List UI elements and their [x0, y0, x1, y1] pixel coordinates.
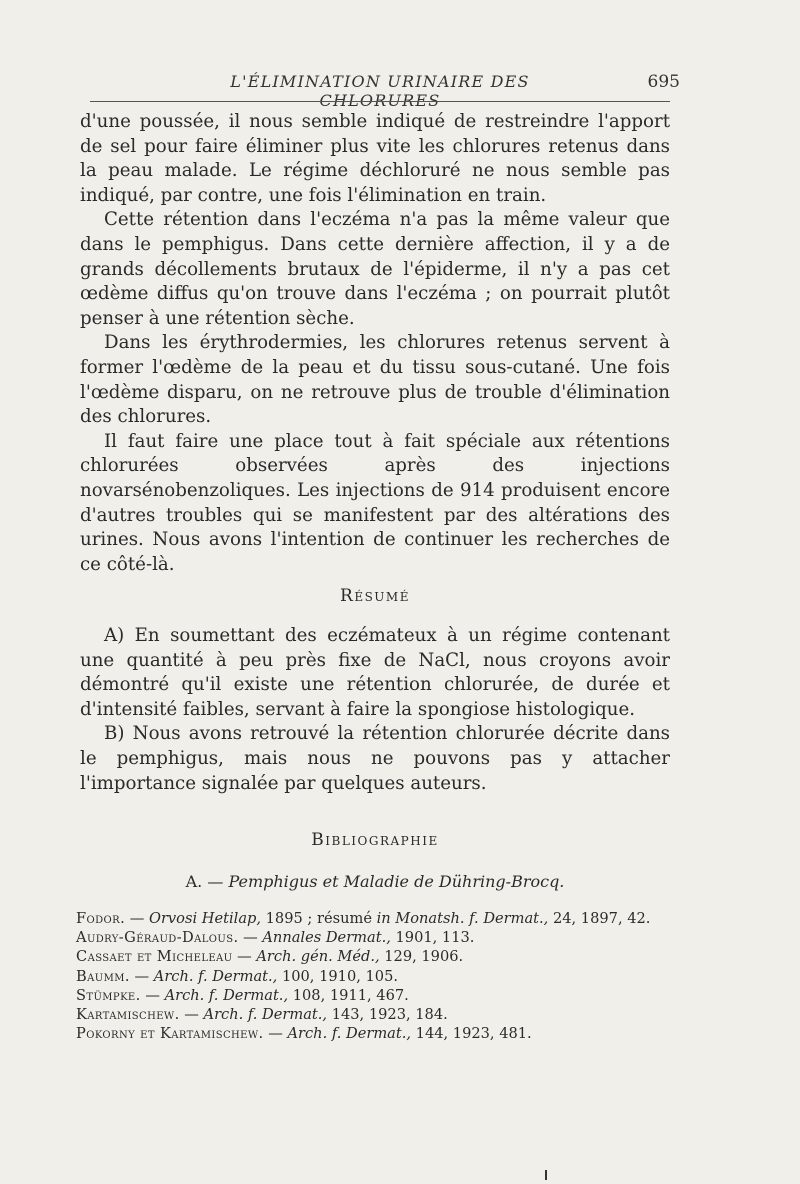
reference-journal: Arch. f. Dermat.,: [287, 1025, 412, 1043]
reference-details: 1901, 113.: [390, 929, 475, 947]
reference-entry: [76, 909, 676, 928]
reference-journal: Arch. gén. Méd.,: [256, 948, 380, 966]
bibliography-heading: Bibliographie: [311, 830, 439, 850]
reference-details: 144, 1923, 481.: [411, 1025, 532, 1043]
paragraph: Cette rétention dans l'eczéma n'a pas la même valeur que dans le pemphigus. Dans cette dernière affection, il y a de grands décollements brutaux de l'épiderme, il n'y a pas cet œdème diffus qu'on trouve dans l'eczéma ; on pourrait plutôt penser à une rétention sèche.: [80, 209, 670, 329]
subsection-title: Pemphigus et Maladie de Dühring-Brocq.: [228, 872, 565, 891]
paragraph: Dans les érythrodermies, les chlorures retenus servent à former l'œdème de la peau et du tissu sous-cutané. Une fois l'œdème disparu, on ne retrouve plus de trouble d'élimination des chlorures.: [80, 332, 670, 428]
paragraph: Il faut faire une place tout à fait spéciale aux rétentions chlorurées observées après des injections novarsénobenzoliques. Les injections de 914 produisent encore d'autres troubles qui se manifestent par des altérations des urines. Nous avons l'intention de continuer les recherches de ce côté-là.: [80, 430, 670, 575]
reference-details: 108, 1911, 467.: [288, 986, 409, 1004]
summary-text: [80, 624, 670, 796]
reference-journal: Arch. f. Dermat.,: [164, 986, 289, 1004]
print-mark: [545, 1170, 547, 1180]
reference-tail: 24, 1897, 42.: [548, 910, 651, 927]
body-text: [80, 110, 670, 577]
reference-journal: Arch. f. Dermat.,: [153, 967, 278, 985]
reference-details: 129, 1906.: [379, 948, 464, 966]
reference-journal: Arch. f. Dermat.,: [203, 1006, 328, 1024]
header-rule: [90, 101, 670, 102]
reference-separator: —: [238, 929, 263, 947]
reference-extra: in Monatsh. f. Dermat.,: [376, 910, 549, 927]
reference-details: 143, 1923, 184.: [327, 1006, 448, 1024]
reference-details: 100, 1910, 105.: [277, 967, 398, 985]
reference-author: Kartamischew.: [76, 1006, 180, 1024]
reference-entry: [76, 986, 676, 1005]
reference-separator: —: [263, 1025, 288, 1043]
subsection-letter: A. —: [185, 872, 224, 891]
summary-heading: Résumé: [340, 586, 410, 606]
reference-details: 1895 ; résumé: [261, 910, 377, 927]
reference-entry: [76, 1024, 676, 1043]
bibliography-subsection: [80, 872, 670, 891]
reference-separator: —: [232, 948, 257, 966]
reference-entry: [76, 1005, 676, 1024]
reference-author: Cassaet et Micheleau: [76, 948, 233, 966]
reference-author: Pokorny et Kartamischew.: [76, 1025, 264, 1043]
running-title: L'ÉLIMINATION URINAIRE DES CHLORURES: [230, 72, 530, 110]
summary-item: B) Nous avons retrouvé la rétention chlorurée décrite dans le pemphigus, mais nous ne pouvons pas y attacher l'importance signalée par quelques auteurs.: [80, 723, 670, 794]
reference-author: Baumm.: [76, 967, 130, 985]
reference-entry: [76, 967, 676, 986]
reference-separator: —: [129, 967, 154, 985]
reference-separator: —: [140, 986, 165, 1004]
reference-list: [76, 909, 676, 1043]
paragraph: d'une poussée, il nous semble indiqué de restreindre l'apport de sel pour faire éliminer plus vite les chlorures retenus dans la peau malade. Le régime déchloruré ne nous semble pas indiqué, par contre, une fois l'élimination en train.: [80, 111, 670, 206]
reference-journal: Orvosi Hetilap,: [148, 910, 261, 927]
reference-entry: [76, 947, 676, 966]
page-header: [90, 72, 680, 110]
reference-author: Audry-Géraud-Dalous.: [76, 929, 239, 947]
reference-entry: [76, 928, 676, 947]
summary-item: A) En soumettant des eczémateux à un régime contenant une quantité à peu près fixe de NaCl, nous croyons avoir démontré qu'il existe une rétention chlorurée, de durée et d'intensité faibles, servant à faire la spongiose histologique.: [80, 625, 670, 720]
reference-author: Fodor.: [76, 910, 126, 927]
reference-journal: Annales Dermat.,: [262, 929, 391, 947]
reference-author: Stümpke.: [76, 986, 141, 1004]
reference-separator: —: [125, 910, 149, 927]
reference-separator: —: [179, 1006, 204, 1024]
page-number: 695: [647, 72, 680, 92]
